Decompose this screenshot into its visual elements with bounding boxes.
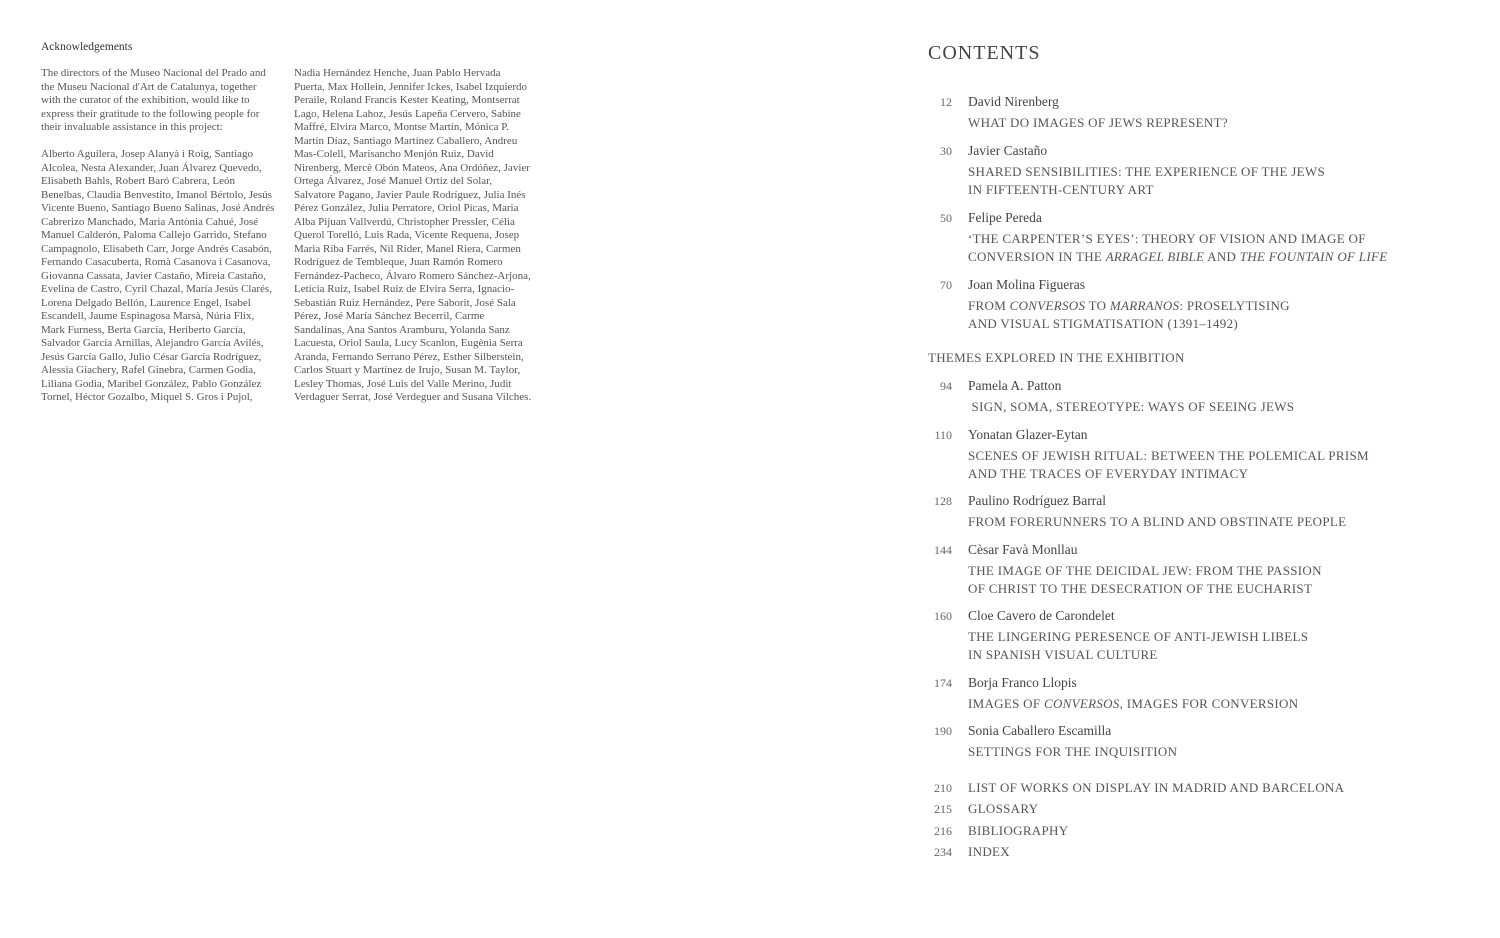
toc-title xyxy=(968,230,1387,266)
toc-title-line: CONVERSION IN THE xyxy=(968,249,1106,264)
toc-author: Yonatan Glazer-Eytan xyxy=(968,427,1088,442)
toc-title-line: WHAT DO IMAGES OF JEWS REPRESENT? xyxy=(968,115,1228,130)
toc-page-number: 190 xyxy=(934,724,952,738)
toc-title-italic: MARRANOS xyxy=(1109,298,1180,313)
toc-title-line: IN SPANISH VISUAL CULTURE xyxy=(968,647,1158,662)
toc-title xyxy=(968,743,1177,761)
toc-title-italic: ARRAGEL BIBLE xyxy=(1105,249,1205,264)
toc-title xyxy=(968,163,1325,199)
toc-title-line: FROM FORERUNNERS TO A BLIND AND OBSTINATE PEOPLE xyxy=(968,514,1347,529)
toc-title xyxy=(968,562,1322,598)
toc-page-number: 50 xyxy=(940,211,952,225)
toc-title-line: THE LINGERING PERESENCE OF ANTI-JEWISH LIBELS xyxy=(968,629,1309,644)
toc-title-line: IMAGES OF xyxy=(968,696,1044,711)
toc-author: Pamela A. Patton xyxy=(968,378,1062,393)
toc-author: David Nirenberg xyxy=(968,94,1059,109)
acknowledgements-column-1 xyxy=(41,67,277,405)
toc-page-number: 210 xyxy=(934,781,952,795)
toc-title-line: THE IMAGE OF THE DEICIDAL JEW: FROM THE PASSION xyxy=(968,563,1322,578)
acknowledgements-intro: The directors of the Museo Nacional del Prado and the Museu Nacional d'Art de Catalunya, together with the curator of the exhibition, would like to express their gratitude to the following people for their invaluable assistance in this project: xyxy=(41,67,266,133)
toc-title-line: FROM xyxy=(968,298,1010,313)
toc-title xyxy=(968,447,1369,483)
toc-page-number: 30 xyxy=(940,144,952,158)
toc-author: Javier Castaño xyxy=(968,143,1048,158)
toc-author: Paulino Rodríguez Barral xyxy=(968,493,1106,508)
toc-author: Joan Molina Figueras xyxy=(968,277,1085,292)
toc-title-line: TO xyxy=(1085,298,1110,313)
toc-title xyxy=(968,695,1298,713)
toc-page-number: 234 xyxy=(934,845,952,859)
acknowledgements-names-1: Alberto Aguilera, Josep Alanyà i Roig, Santiago Alcolea, Nesta Alexander, Juan Álvarez Quevedo, Elisabeth Bahls, Robert Baró Cabrera, León Benelbas, Claudia Benvestito, Imanol Bértolo, Jesús Vicente Bueno, Santiago Bueno Salinas, José Andrés Cabrerizo Manchado, Maria Antònia Cahué, José Manuel Calderón, Paloma Callejo Garrido, Stefano Campagnolo, Elisabeth Carr, Jorge Andrés Casabón, Fernando Casacuberta, Romà Casanova i Casanova, Giovanna Cassata, Javier Castaño, Mireia Castaño, Evelina de Castro, Cyril Chazal, María Jesús Clarés, Lorena Delgado Bellón, Laurence Engel, Isabel Escandell, Jaume Espinagosa Marsà, Núria Flix, Mark Furness, Berta García, Heriberto García, Salvador García Arnillas, Alejandro García Avilés, Jesús García Gallo, Julio César García Rodríguez, Alessia Giachery, Rafel Ginebra, Carmen Godia, Liliana Godia, Maribel González, Pablo González Tornel, Héctor Gozalbo, Miquel S. Gros i Pujol, xyxy=(41,148,275,403)
toc-title xyxy=(968,513,1346,531)
toc-title xyxy=(968,628,1308,664)
toc-title xyxy=(968,297,1290,333)
toc-author: Sonia Caballero Escamilla xyxy=(968,723,1112,738)
toc-title-line: SCENES OF JEWISH RITUAL: BETWEEN THE POLEMICAL PRISM xyxy=(968,448,1369,463)
toc-title: BIBLIOGRAPHY xyxy=(968,823,1069,838)
toc-page-number: 174 xyxy=(934,676,952,690)
toc-title: INDEX xyxy=(968,844,1010,859)
toc-page-number: 128 xyxy=(934,494,952,508)
toc-title-line: AND VISUAL STIGMATISATION (1391–1492) xyxy=(968,316,1239,331)
toc-title-line: OF CHRIST TO THE DESECRATION OF THE EUCHARIST xyxy=(968,581,1313,596)
toc-title-italic: CONVERSOS xyxy=(1043,696,1120,711)
toc-author: Cloe Cavero de Carondelet xyxy=(968,608,1115,623)
acknowledgements-heading: Acknowledgements xyxy=(41,41,133,53)
acknowledgements-names-2: Nadia Hernández Henche, Juan Pablo Hervada Puerta, Max Hollein, Jennifer Ickes, Isabel Izquierdo Peraile, Roland Francis Kester Keating, Montserrat Lago, Helena Lahoz, Jesús Lapeña Cervero, Sabine Maffré, Elvira Marco, Montse Martín, Mónica P. Martín Díaz, Santiago Martínez Caballero, Andreu Mas-Colell, Marisancho Menjón Ruiz, David Nirenberg, Mercè Obón Mateos, Ana Ordóñez, Javier Ortega Álvarez, José Manuel Ortiz del Solar, Salvatore Pagano, Javier Paule Rodríguez, Julia Inés Pérez González, Julia Perratore, Oriol Picas, Maria Alba Pijuan Vallverdú, Christopher Pressler, Célia Querol Torelló, Luis Rada, Vicente Requena, Josep Maria Riba Farrés, Nil Rider, Manel Riera, Carmen Rodríguez de Tembleque, Juan Ramón Romero Fernández-Pacheco, Álvaro Romero Sánchez-Arjona, Leticia Ruiz, Isabel Ruiz de Elvira Serra, Ignacio-Sebastián Ruiz Hernández, Pere Saborit, José Sala Pérez, José María Sánchez Becerril, Carme Sandalinas, Ana Santos Aramburu, Yolanda Sanz Lacuesta, Oriol Saula, Lucy Scanlon, Eugènia Serra Aranda, Fernando Serrano Pérez, Esther Silberstein, Carlos Stuart y Martínez de Irujo, Susan M. Taylor, Lesley Thomas, José Luis del Valle Merino, Judit Verdaguer Serrat, José Verdeguer and Susana Vilches. xyxy=(294,67,532,403)
toc-title xyxy=(968,398,1294,416)
toc-page-number: 12 xyxy=(940,95,952,109)
toc-title-line: : PROSELYTISING xyxy=(1179,298,1290,313)
toc-author: Borja Franco Llopis xyxy=(968,675,1077,690)
toc-author: Cèsar Favà Monllau xyxy=(968,542,1078,557)
toc-title: GLOSSARY xyxy=(968,801,1039,816)
toc-title-italic: THE FOUNTAIN OF LIFE xyxy=(1239,249,1388,264)
toc-title xyxy=(968,114,1228,132)
themes-section-heading: THEMES EXPLORED IN THE EXHIBITION xyxy=(928,350,1185,365)
toc-title: LIST OF WORKS ON DISPLAY IN MADRID AND BARCELONA xyxy=(968,780,1345,795)
toc-page-number: 144 xyxy=(934,543,952,557)
toc-title-line: AND xyxy=(1204,249,1240,264)
toc-page-number: 160 xyxy=(934,609,952,623)
toc-title-line: SIGN, SOMA, STEREOTYPE: WAYS OF SEEING JEWS xyxy=(968,399,1295,414)
toc-page-number: 215 xyxy=(934,802,952,816)
toc-author: Felipe Pereda xyxy=(968,210,1042,225)
contents-title: CONTENTS xyxy=(928,42,1041,64)
acknowledgements-column-2 xyxy=(294,67,534,405)
toc-title-line: SHARED SENSIBILITIES: THE EXPERIENCE OF THE JEWS xyxy=(968,164,1325,179)
toc-page-number: 110 xyxy=(934,428,952,442)
toc-title-line: ‘THE CARPENTER’S EYES’: THEORY OF VISION AND IMAGE OF xyxy=(968,231,1366,246)
toc-title-line: SETTINGS FOR THE INQUISITION xyxy=(968,744,1178,759)
toc-title-line: , IMAGES FOR CONVERSION xyxy=(1119,696,1299,711)
toc-page-number: 70 xyxy=(940,278,952,292)
toc-page-number: 216 xyxy=(934,824,952,838)
toc-title-line: IN FIFTEENTH-CENTURY ART xyxy=(968,182,1154,197)
toc-page-number: 94 xyxy=(940,379,952,393)
toc-title-line: AND THE TRACES OF EVERYDAY INTIMACY xyxy=(968,466,1249,481)
toc-title-italic: CONVERSOS xyxy=(1009,298,1086,313)
